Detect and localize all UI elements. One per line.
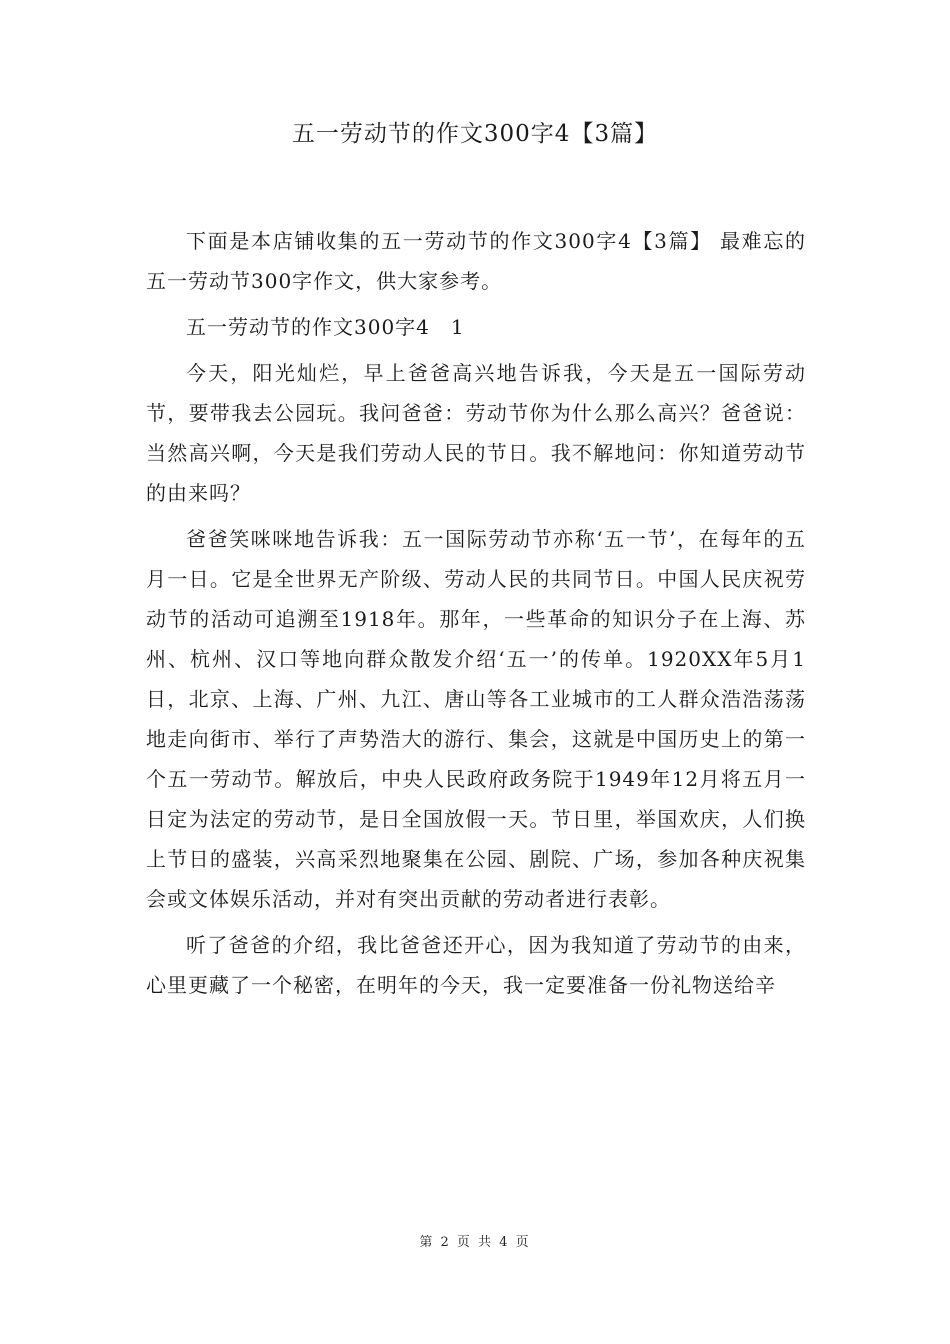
- paragraph: 今天，阳光灿烂，早上爸爸高兴地告诉我，今天是五一国际劳动节，要带我去公园玩。我问爸爸：劳动节你为什么那么高兴？爸爸说：当然高兴啊，今天是我们劳动人民的节日。我不解地问：你知道劳动节的由来吗？: [146, 361, 806, 505]
- section-heading: 五一劳动节的作文300字4 1: [186, 315, 465, 339]
- paragraph: 听了爸爸的介绍，我比爸爸还开心，因为我知道了劳动节的由来，心里更藏了一个秘密，在明年的今天，我一定要准备一份礼物送给辛: [146, 933, 806, 997]
- paragraph-intro: 下面是本店铺收集的五一劳动节的作文300字4【3篇】 最难忘的五一劳动节300字作文，供大家参考。: [146, 229, 806, 293]
- document-body: [146, 221, 806, 1005]
- page-footer: 第 2 页 共 4 页: [419, 1235, 531, 1250]
- document-title: 五一劳动节的作文300字4【3篇】: [291, 121, 659, 147]
- paragraph: 爸爸笑咪咪地告诉我：五一国际劳动节亦称‘五一节’，在每年的五月一日。它是全世界无产阶级、劳动人民的共同节日。中国人民庆祝劳动节的活动可追溯至1918年。那年，一些革命的知识分子在上海、苏州、杭州、汉口等地向群众散发介绍‘五一’的传单。1920XX年5月1日，北京、上海、广州、九江、唐山等各工业城市的工人群众浩浩荡荡地走向街市、举行了声势浩大的游行、集会，这就是中国历史上的第一个五一劳动节。解放后，中央人民政府政务院于1949年12月将五月一日定为法定的劳动节，是日全国放假一天。节日里，举国欢庆，人们换上节日的盛装，兴高采烈地聚集在公园、剧院、广场，参加各种庆祝集会或文体娱乐活动，并对有突出贡献的劳动者进行表彰。: [146, 527, 806, 911]
